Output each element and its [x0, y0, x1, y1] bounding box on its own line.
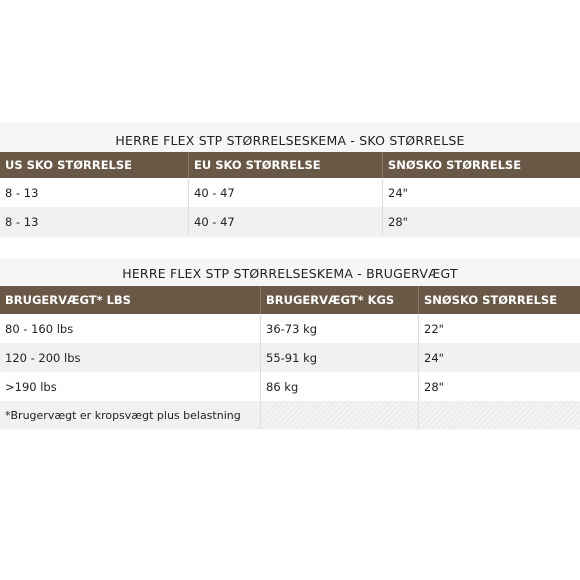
- table2-header-lbs: BRUGERVÆGT* LBS: [5, 293, 131, 307]
- table1-header-eu: EU SKO STØRRELSE: [188, 152, 382, 178]
- table1-cell-snowshoe: 24": [382, 178, 580, 207]
- table2-cell-snowshoe: 24": [418, 343, 580, 372]
- table2-title: HERRE FLEX STP STØRRELSESKEMA - BRUGERVÆGT: [122, 266, 458, 281]
- table-row: [0, 372, 580, 401]
- table2-cell-lbs: >190 lbs: [5, 379, 57, 394]
- table-row: [0, 178, 580, 207]
- table1-header-us: US SKO STØRRELSE: [5, 158, 133, 172]
- table1-title: HERRE FLEX STP STØRRELSESKEMA - SKO STØRRELSE: [115, 133, 465, 148]
- table2-note-row: [0, 401, 580, 429]
- table2-empty-cell: [260, 401, 418, 429]
- table1-cell-eu: 40 - 47: [188, 207, 382, 236]
- table2-footnote: *Brugervægt er kropsvægt plus belastning: [0, 401, 260, 429]
- table2-cell-kgs: 36-73 kg: [260, 314, 418, 343]
- table2-cell-kgs: 55-91 kg: [260, 343, 418, 372]
- table2-header-snowshoe: SNØSKO STØRRELSE: [418, 286, 580, 314]
- table2-cell-snowshoe: 28": [418, 372, 580, 401]
- table2-cell-lbs: 120 - 200 lbs: [5, 350, 81, 365]
- table1-cell-eu: 40 - 47: [188, 178, 382, 207]
- table1-cell-snowshoe: 28": [382, 207, 580, 236]
- table1-header-row: [0, 152, 580, 178]
- table1-header-snowshoe: SNØSKO STØRRELSE: [382, 152, 580, 178]
- table2-empty-cell: [418, 401, 580, 429]
- table1-cell-us: 8 - 13: [5, 214, 39, 229]
- table2-cell-lbs: 80 - 160 lbs: [5, 321, 74, 336]
- table-row: [0, 343, 580, 372]
- table2-header-kgs: BRUGERVÆGT* KGS: [260, 286, 418, 314]
- table2-cell-kgs: 86 kg: [260, 372, 418, 401]
- table2-cell-snowshoe: 22": [418, 314, 580, 343]
- table2-header-row: [0, 286, 580, 314]
- table-row: [0, 314, 580, 343]
- table1-cell-us: 8 - 13: [5, 185, 39, 200]
- table-row: [0, 207, 580, 236]
